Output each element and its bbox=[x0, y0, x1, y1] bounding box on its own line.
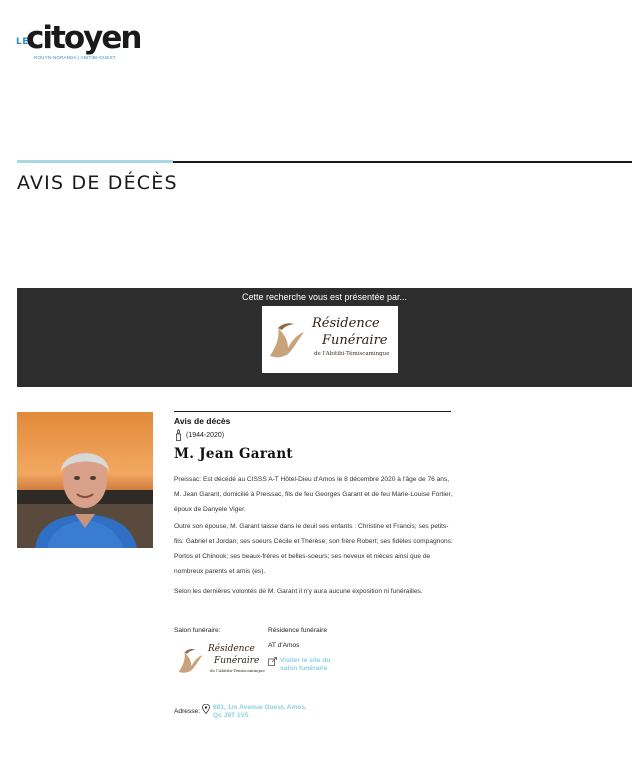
visit-website-link[interactable] bbox=[268, 657, 332, 673]
funeral-logo-line3: de l'Abitibi-Témiscamingue bbox=[210, 668, 265, 673]
content-rule bbox=[174, 411, 451, 412]
funeral-home-logo[interactable] bbox=[174, 640, 264, 678]
site-logo[interactable] bbox=[16, 20, 141, 62]
deceased-photo bbox=[17, 412, 153, 548]
address-link[interactable] bbox=[202, 704, 309, 720]
funeral-home-name-line2: AT d'Amos bbox=[268, 642, 300, 649]
funeral-logo-line1: Résidence bbox=[208, 644, 255, 654]
logo-subtitle: ROUYN-NORANDA | ABITIBI-OUEST bbox=[34, 55, 116, 60]
obituary-paragraph: Outre son épouse, M. Garant laisse dans le deuil ses enfants : Christine et Francis; ses petits-fils: Gabriel et Jordan; ses soeurs Cécile et Thérèse; son frère Robert; ses fidèles compagnons: Portos et Chinook; ses beaux-frères et belles-soeurs; ses neveux et nièces ainsi que de nombreux parents et amis (es). bbox=[174, 523, 453, 575]
external-link-icon bbox=[268, 657, 277, 666]
funeral-home-label: Salon funéraire: bbox=[174, 627, 221, 634]
sponsor-logo[interactable] bbox=[262, 306, 398, 373]
deceased-name: M. Jean Garant bbox=[174, 446, 293, 462]
bird-icon bbox=[176, 644, 204, 676]
funeral-home-name-line1: Résidence funéraire bbox=[268, 627, 328, 634]
bird-icon bbox=[266, 316, 306, 362]
obituary-paragraph: Preissac: Est décédé au CISSS A-T Hôtel-Dieu d'Amos le 8 décembre 2020 à l'âge de 76 ans, M. Jean Garant, domicilié à Preissac, fils de feu Georges Garant et de feu Marie-Louise Fortier, époux de Danyele Viger. bbox=[174, 476, 453, 513]
address-label: Adresse: bbox=[174, 708, 201, 715]
sponsor-text: Cette recherche vous est présentée par... bbox=[241, 292, 408, 302]
sponsor-banner bbox=[17, 288, 632, 387]
logo-prefix: LE bbox=[16, 37, 29, 47]
candle-icon bbox=[174, 429, 183, 441]
title-accent-rule bbox=[17, 160, 173, 163]
years: (1944-2020) bbox=[186, 431, 225, 439]
title-rule bbox=[173, 161, 632, 163]
page-title: AVIS DE DÉCÈS bbox=[17, 172, 178, 194]
map-pin-icon bbox=[202, 704, 210, 714]
years-row bbox=[174, 429, 224, 441]
address-text[interactable]: 681, 1re Avenue Ouest, Amos, Qc J9T 1V5 bbox=[213, 704, 307, 719]
sponsor-logo-line3: de l'Abitibi-Témiscamingue bbox=[314, 351, 390, 357]
logo-name: citoyen bbox=[26, 20, 141, 56]
sponsor-logo-line2: Funéraire bbox=[322, 333, 388, 348]
obituary-paragraph: Selon les dernières volontés de M. Garant il n'y aura aucune exposition ni funérailles. bbox=[174, 588, 423, 595]
sponsor-logo-line1: Résidence bbox=[312, 316, 380, 331]
section-label: Avis de décès bbox=[174, 416, 231, 426]
funeral-logo-line2: Funéraire bbox=[214, 656, 260, 666]
visit-link-text[interactable]: Visiter le site du salon funéraire bbox=[280, 657, 331, 672]
